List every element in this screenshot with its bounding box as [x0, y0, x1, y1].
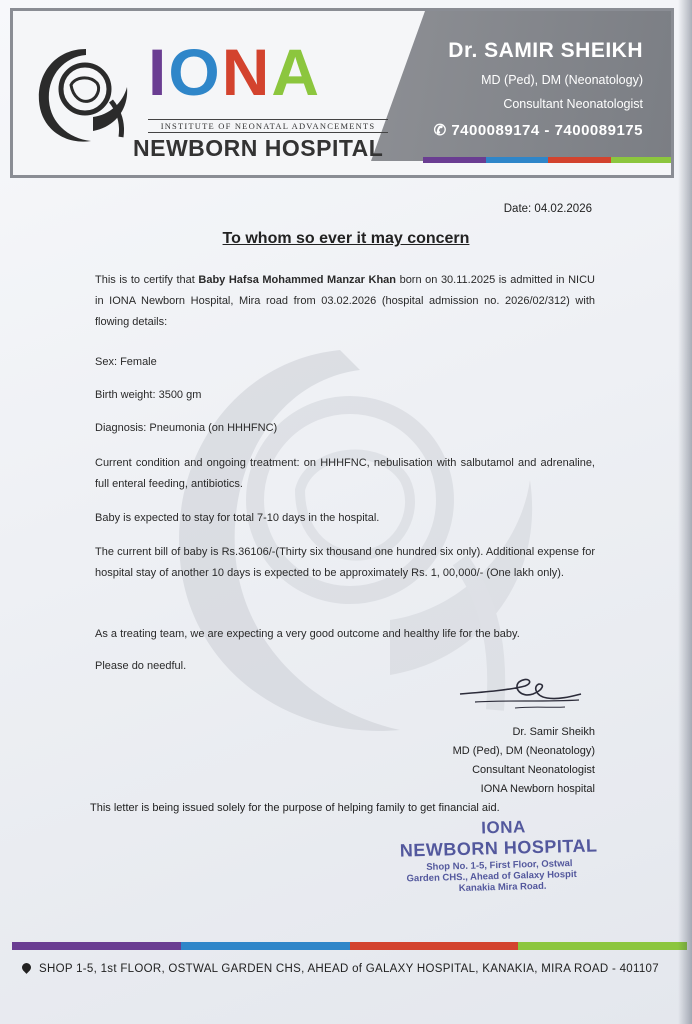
sex-line: Sex: Female [95, 356, 157, 368]
condition-paragraph: Current condition and ongoing treatment: on HHHFNC, nebulisation with salbutamol and adrenaline, full enteral feeding, antibiotics. [95, 457, 595, 490]
stripe-green [611, 157, 674, 163]
intro-pre: This is to certify that [95, 274, 199, 286]
stripe-blue [486, 157, 549, 163]
phone-icon: ✆ [433, 122, 447, 139]
footer-address: SHOP 1-5, 1st FLOOR, OSTWAL GARDEN CHS, AHEAD of GALAXY HOSPITAL, KANAKIA, MIRA ROAD - 401107 [39, 963, 659, 975]
stripe-purple [423, 157, 486, 163]
patient-name: Baby Hafsa Mohammed Manzar Khan [198, 274, 397, 286]
outcome-line: As a treating team, we are expecting a very good outcome and healthy life for the baby. [95, 628, 520, 640]
stay-line: Baby is expected to stay for total 7-10 days in the hospital. [95, 512, 380, 524]
doctor-degree: MD (Ped), DM (Neonatology) [481, 73, 643, 87]
phone-number: 7400089174 - 7400089175 [451, 122, 643, 139]
baby-logo-icon [31, 41, 141, 151]
stamp-line-5: Kanakia Mira Road. [458, 880, 547, 895]
letter-subject: To whom so ever it may concern [222, 230, 470, 247]
footer-address-line [22, 963, 659, 975]
header-color-stripes [423, 157, 673, 163]
issue-note: This letter is being issued solely for the purpose of helping family to get financial aid. [90, 802, 500, 814]
location-pin-icon [20, 961, 33, 974]
sign-name: Dr. Samir Sheikh [512, 726, 595, 738]
letterhead [10, 8, 674, 178]
stamp-line-4: Garden CHS., Ahead of Galaxy Hospit [406, 868, 577, 885]
doctor-name: Dr. SAMIR SHEIKH [448, 39, 643, 62]
intro-paragraph [95, 270, 595, 333]
signature-icon [455, 672, 585, 717]
doctor-phone [434, 121, 643, 139]
birth-weight-line: Birth weight: 3500 gm [95, 389, 202, 401]
footer-color-bar [12, 942, 687, 950]
diagnosis-line: Diagnosis: Pneumonia (on HHHFNC) [95, 422, 278, 434]
footer-stripe-green [518, 942, 687, 950]
intro-post: born on 30.11.2025 is admitted in NICU in IONA Newborn Hospital, Mira road from 03.02.2026 (hospital admission no. 2026/02/312) with flowing details: [95, 274, 596, 328]
hospital-stamp [399, 815, 599, 895]
sign-degree: MD (Ped), DM (Neonatology) [452, 745, 595, 757]
stamp-line-3: Shop No. 1-5, First Floor, Ostwal [426, 858, 573, 873]
page-edge-shadow [678, 0, 692, 1024]
brand-letter-a: A [271, 35, 322, 109]
hospital-name: NEWBORN HOSPITAL [133, 135, 384, 161]
brand-letter-o: O [168, 35, 222, 109]
footer-stripe-purple [12, 942, 181, 950]
signature-block [453, 723, 595, 799]
brand-letter-n: N [221, 35, 272, 109]
stripe-red [548, 157, 611, 163]
sign-org: IONA Newborn hospital [480, 783, 595, 795]
footer-stripe-blue [181, 942, 350, 950]
doctor-title: Consultant Neonatologist [503, 97, 643, 111]
footer-stripe-red [350, 942, 519, 950]
bill-paragraph: The current bill of baby is Rs.36106/-(Thirty six thousand one hundred six only). Additional expense for hospital stay of another 10 days is expected to be approximately Rs. 1, 00,000/- (One lakh only). [95, 546, 595, 579]
brand-logo-text [148, 35, 322, 109]
stamp-line-2: NEWBORN HOSPITAL [399, 835, 598, 861]
brand-letter-i: I [148, 35, 169, 109]
letter-date: Date: 04.02.2026 [503, 203, 592, 215]
stamp-line-1: IONA [481, 817, 527, 838]
closing-line: Please do needful. [95, 660, 187, 672]
brand-subtitle: INSTITUTE OF NEONATAL ADVANCEMENTS [148, 119, 388, 133]
sign-title: Consultant Neonatologist [472, 764, 595, 776]
